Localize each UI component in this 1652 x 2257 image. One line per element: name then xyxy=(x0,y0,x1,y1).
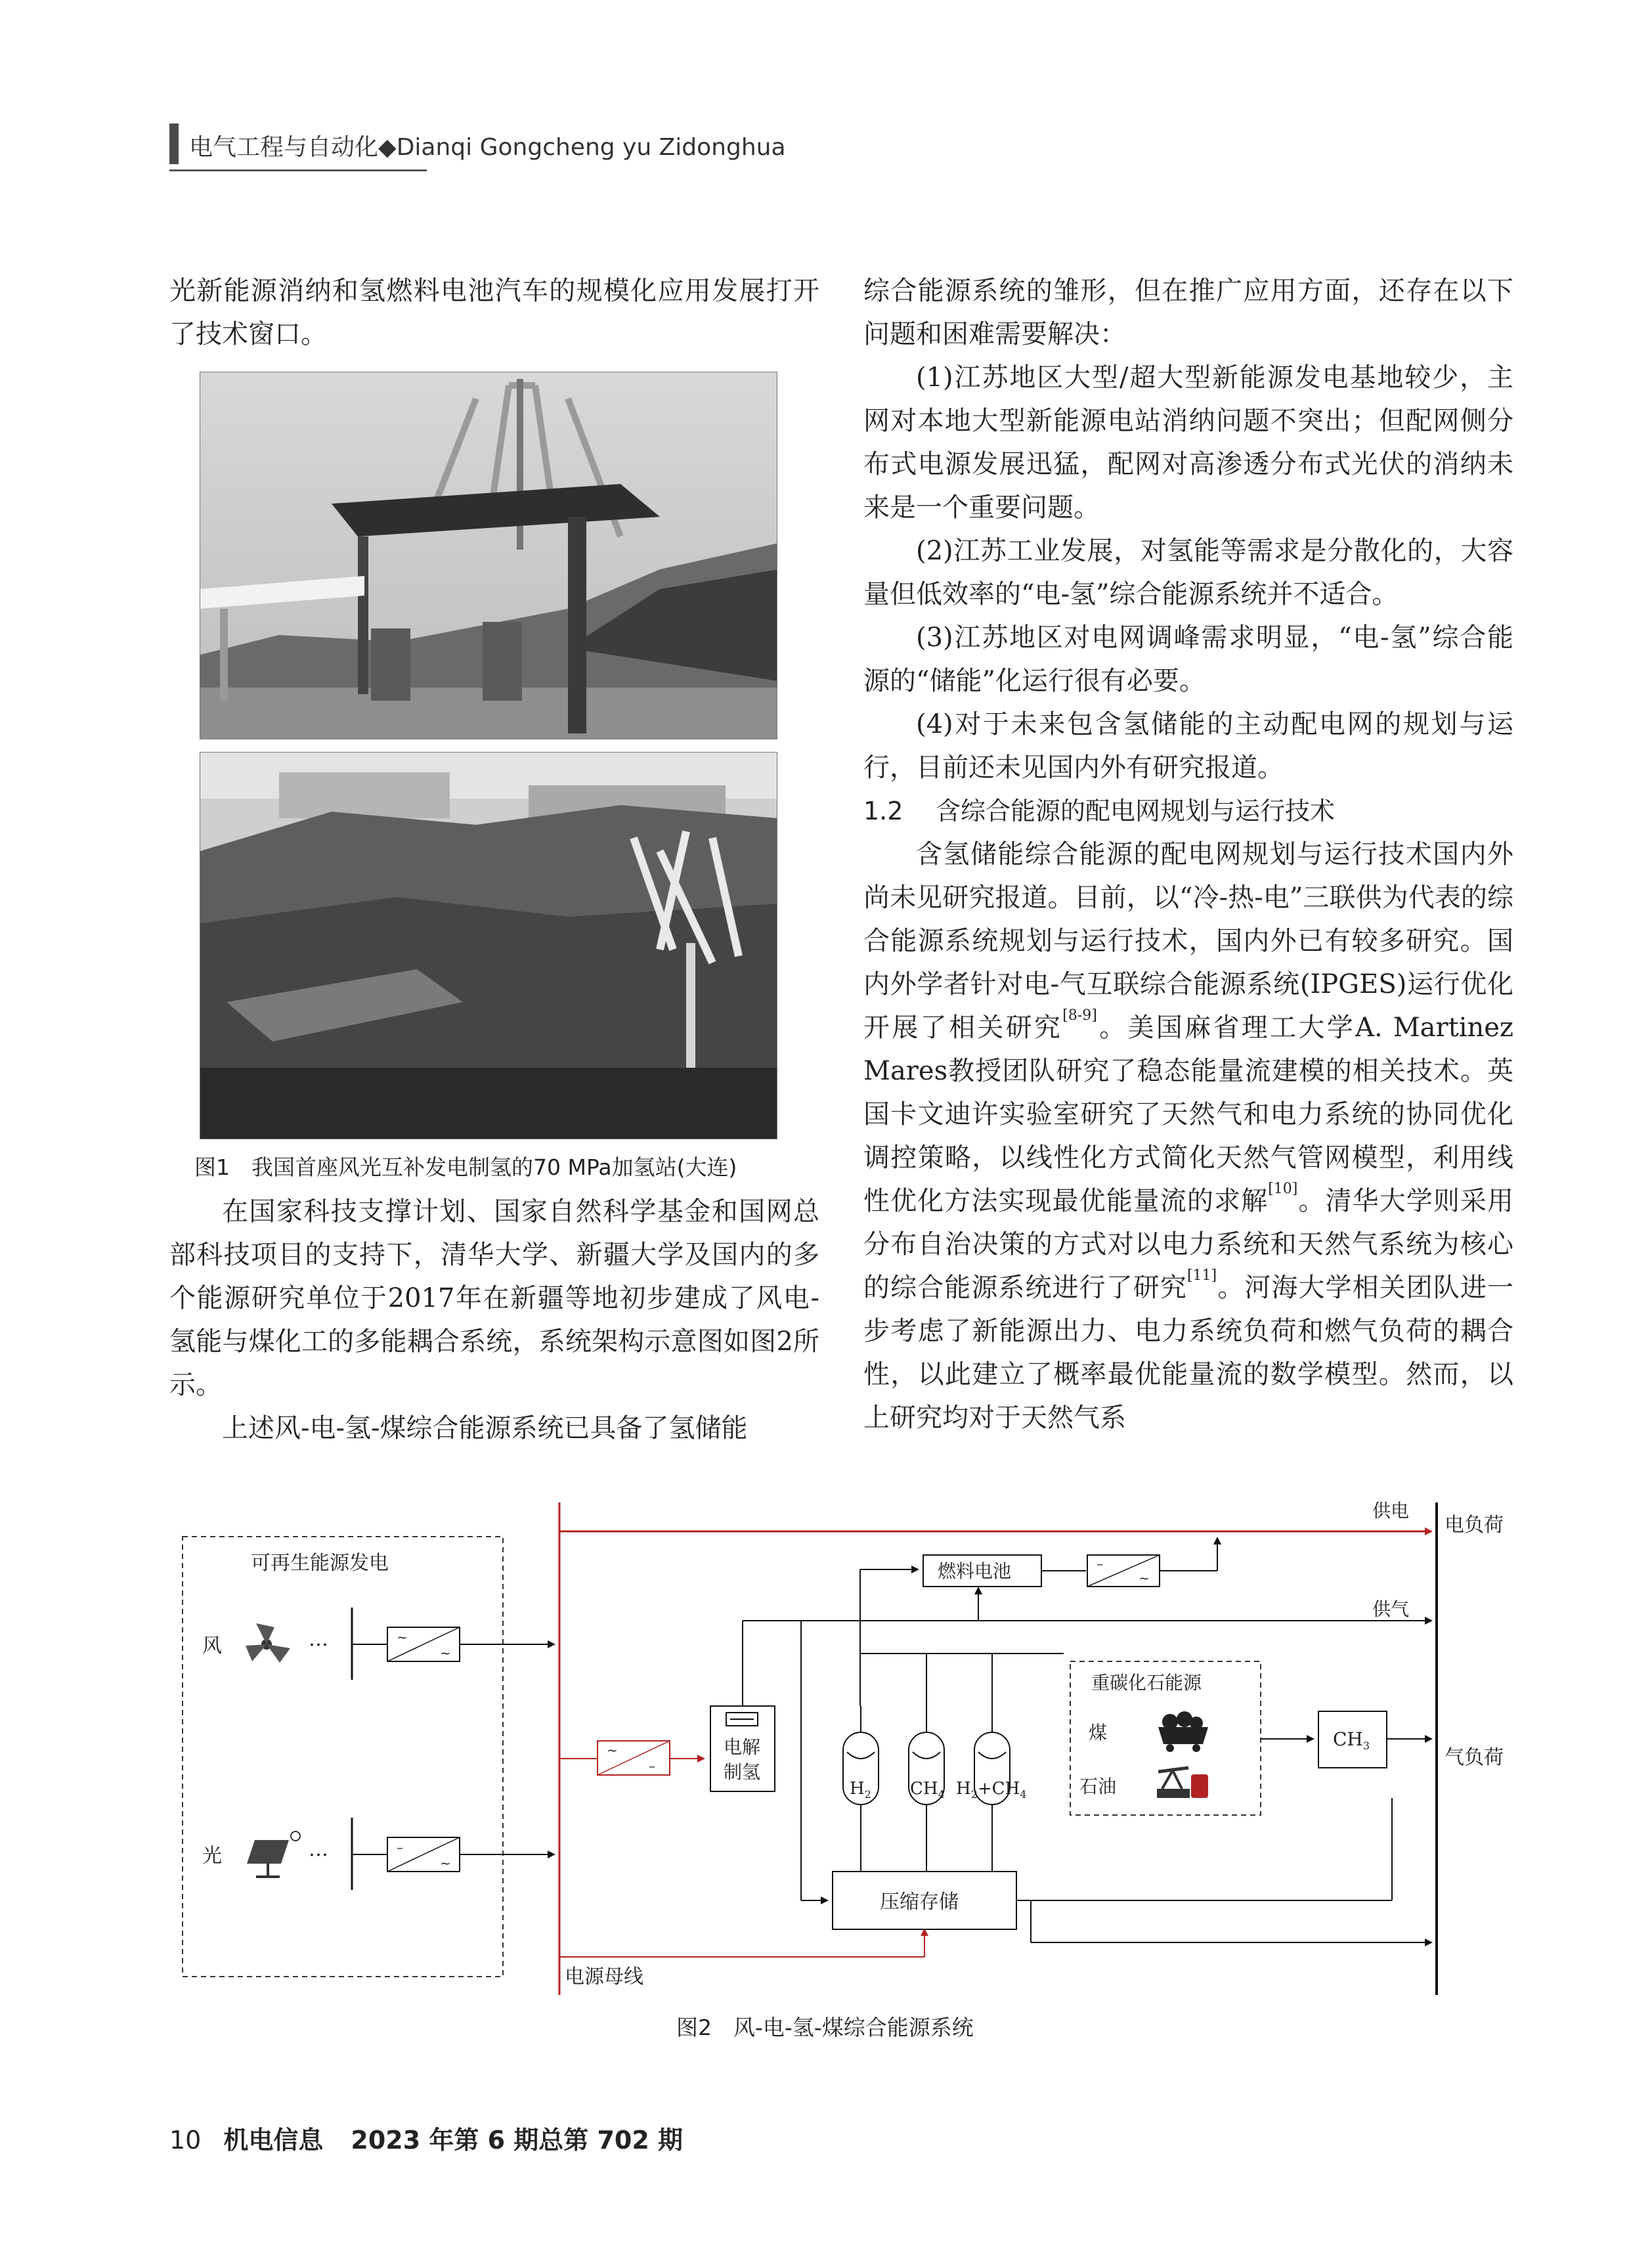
figure1-caption: 图1 我国首座风光互补发电制氢的70 MPa加氢站(大连) xyxy=(194,1154,737,1180)
running-header xyxy=(189,129,786,162)
page-footer xyxy=(169,2120,683,2156)
issue-item-1: (1)江苏地区大型/超大型新能源发电基地较少，主网对本地大型新能源电站消纳问题不突出；但配网侧分布式电源发展迅猛，配网对高渗透分布式光伏的消纳未来是一个重要问题。 xyxy=(863,362,1513,523)
left-column-top xyxy=(169,269,819,356)
gas-load-label: 气负荷 xyxy=(1445,1746,1504,1769)
citation: [11] xyxy=(1186,1267,1217,1284)
bus-label: 电源母线 xyxy=(565,1965,643,1988)
svg-text:–: – xyxy=(649,1758,655,1774)
page-number: 10 xyxy=(169,2126,202,2155)
paragraph-text: 。河海大学相关团队进一步考虑了新能源出力、电力系统负荷和燃气负荷的耦合性，以此建立了概率最优能量流的数学模型。然而，以上研究均对于天然气系 xyxy=(863,1273,1514,1433)
h2-label: $H_2$ xyxy=(850,1779,871,1801)
svg-text:~: ~ xyxy=(440,1645,451,1661)
renewable-box xyxy=(183,1537,503,1977)
solar-panel-icon xyxy=(247,1831,300,1877)
campus-wind-turbine-image xyxy=(200,753,777,1139)
wind-label: 风 xyxy=(202,1634,222,1657)
citation: [8-9] xyxy=(1062,1007,1097,1024)
paragraph-text: 含氢储能综合能源的配电网规划与运行技术国内外尚未见研究报道。目前，以“冷-热-电”三联供为代表的综合能源系统规划与运行技术，国内外已有较多研究。国内外学者针对电-气互联综合能源系统(IPGES)运行优化开展了相关研究 xyxy=(863,839,1513,1043)
electrolysis-label-1: 电解 xyxy=(724,1736,761,1758)
oil-label: 石油 xyxy=(1079,1776,1117,1797)
section-number: 1.2 xyxy=(863,797,903,825)
paragraph-text: 。美国麻省理工大学A. Martinez Mares教授团队研究了稳态能量流建模的相关技术。英国卡文迪许实验室研究了天然气和电力系统的协同优化调控策略，以线性化方式简化天然气管网模型，利用线性优化方法实现最优能量流的求解 xyxy=(863,1013,1513,1216)
right-column xyxy=(863,269,1513,1439)
left-paragraph-1: 光新能源消纳和氢燃料电池汽车的规模化应用发展打开了技术窗口。 xyxy=(169,276,819,349)
power-load-label: 电负荷 xyxy=(1445,1514,1504,1537)
svg-text:~: ~ xyxy=(440,1855,451,1871)
header-bar xyxy=(169,123,179,164)
right-paragraph-1: 综合能源系统的雏形，但在推广应用方面，还存在以下问题和困难需要解决： xyxy=(863,276,1513,349)
footer-journal: 机电信息 xyxy=(223,2126,324,2155)
section-title: 含综合能源的配电网规划与运行技术 xyxy=(936,797,1336,825)
left-column-bottom xyxy=(169,1190,819,1450)
right-paragraph-2 xyxy=(863,833,1513,1439)
renewable-label: 可再生能源发电 xyxy=(251,1552,389,1575)
paragraph-text: 。清华大学则采用分布自治决策的方式对以电力系统和天然气系统为核心的综合能源系统进行了研究 xyxy=(863,1186,1514,1303)
ch3-label: $CH_3$ xyxy=(1333,1728,1370,1752)
left-paragraph-3: 上述风-电-氢-煤综合能源系统已具备了氢储能 xyxy=(222,1413,748,1443)
coal-label: 煤 xyxy=(1089,1722,1108,1743)
hydrogen-station-image xyxy=(200,372,777,739)
svg-text:~: ~ xyxy=(397,1629,408,1645)
electrolysis-label-2: 制氢 xyxy=(724,1761,761,1783)
issue-item-3: (3)江苏地区对电网调峰需求明显，“电-氢”综合能源的“储能”化运行很有必要。 xyxy=(863,623,1513,696)
svg-text:–: – xyxy=(1097,1556,1103,1571)
issue-item-2: (2)江苏工业发展，对氢能等需求是分散化的，大容量但低效率的“电-氢”综合能源系统并不适合。 xyxy=(863,536,1513,609)
fuel-cell-label: 燃料电池 xyxy=(938,1560,1012,1582)
figure2-diagram xyxy=(171,1489,1523,2015)
journal-name-pinyin: Dianqi Gongcheng yu Zidonghua xyxy=(396,134,786,161)
figure1-photo-bottom xyxy=(200,752,777,1139)
section-heading xyxy=(863,789,1513,833)
solar-ellipsis: … xyxy=(309,1838,328,1861)
wind-ellipsis: … xyxy=(309,1628,328,1651)
solar-label: 光 xyxy=(202,1845,222,1868)
svg-text:~: ~ xyxy=(607,1742,618,1758)
ch4-label: $CH_4$ xyxy=(910,1779,945,1801)
wind-turbine-icon xyxy=(246,1623,290,1663)
figure2-caption: 图2 风-电-氢-煤综合能源系统 xyxy=(676,2015,974,2040)
footer-issue: 2023 年第 6 期总第 702 期 xyxy=(351,2126,684,2155)
header-diamond: ◆ xyxy=(378,134,397,161)
fossil-label: 重碳化石能源 xyxy=(1091,1672,1202,1694)
mix-label: $H_2+CH_4$ xyxy=(956,1779,1027,1801)
issue-item-4: (4)对于未来包含氢储能的主动配电网的规划与运行，目前还未见国内外有研究报道。 xyxy=(863,709,1513,783)
header-rule xyxy=(169,169,427,171)
storage-label: 压缩存储 xyxy=(880,1891,959,1914)
supply-power-label: 供电 xyxy=(1372,1500,1410,1522)
supply-gas-label: 供气 xyxy=(1372,1598,1410,1620)
citation: [10] xyxy=(1268,1181,1298,1197)
figure1-photo-top xyxy=(200,372,777,739)
oil-pump-icon xyxy=(1157,1768,1208,1798)
svg-text:–: – xyxy=(397,1839,403,1855)
left-paragraph-2: 在国家科技支撑计划、国家自然科学基金和国网总部科技项目的支持下，清华大学、新疆大学及国内的多个能源研究单位于2017年在新疆等地初步建成了风电-氢能与煤化工的多能耦合系统，系统架构示意图如图2所示。 xyxy=(169,1196,819,1400)
coal-cart-icon xyxy=(1158,1711,1208,1752)
journal-name-cn: 电气工程与自动化 xyxy=(189,134,379,161)
svg-text:~: ~ xyxy=(1139,1570,1150,1586)
